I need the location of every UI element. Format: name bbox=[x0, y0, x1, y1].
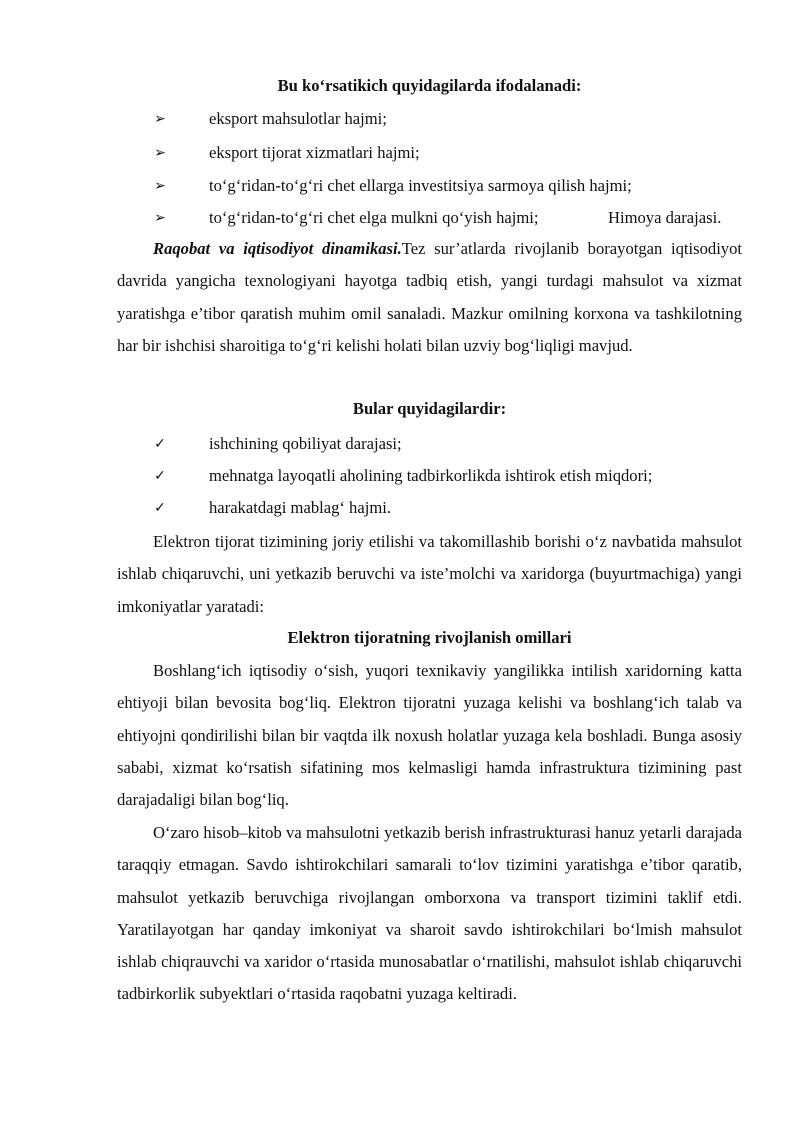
section-heading-factors: Bular quyidagilardir: bbox=[352, 399, 507, 418]
list-item bbox=[150, 497, 750, 519]
list-item bbox=[150, 433, 750, 455]
paragraph-lead: Raqobat va iqtisodiyot dinamikasi. bbox=[153, 239, 402, 258]
checkmark-bullet-icon: ✓ bbox=[154, 468, 166, 484]
list-item bbox=[150, 207, 750, 229]
list-item-text: eksport tijorat xizmatlari hajmi; bbox=[209, 143, 420, 162]
list-item-text: mehnatga layoqatli aholining tadbirkorlikda ishtirok etish miqdori; bbox=[209, 466, 653, 485]
section-heading-indicators: Bu ko‘rsatikich quyidagilarda ifodalanadi: bbox=[277, 76, 582, 95]
list-item-text: eksport mahsulotlar hajmi; bbox=[209, 109, 387, 128]
list-item bbox=[150, 142, 750, 164]
list-item-text: to‘g‘ridan-to‘g‘ri chet ellarga investitsiya sarmoya qilish hajmi; bbox=[209, 176, 632, 195]
list-item bbox=[150, 465, 750, 487]
arrow-bullet-icon: ➢ bbox=[154, 145, 166, 161]
arrow-bullet-icon: ➢ bbox=[154, 178, 166, 194]
paragraph-ecommerce-intro: Elektron tijorat tizimining joriy etilishi va takomillashib borishi o‘z navbatida mahsulot ishlab chiqaruvchi, uni yetkazib beruvchi va iste’molchi va xaridorga (buyurtmachiga) yangi imkoniyatlar yaratadi: bbox=[117, 532, 742, 616]
list-item-text: ishchining qobiliyat darajasi; bbox=[209, 434, 402, 453]
checkmark-bullet-icon: ✓ bbox=[154, 436, 166, 452]
list-item bbox=[150, 108, 750, 130]
arrow-bullet-icon: ➢ bbox=[154, 111, 166, 127]
paragraph-infrastructure: O‘zaro hisob–kitob va mahsulotni yetkazib berish infrastrukturasi hanuz yetarli darajada taraqqiy etmagan. Savdo ishtirokchilari samarali to‘lov tizimini yaratishga e’tibor qaratib, mahsulot yetkazib beruvchiga rivojlangan omborxona va transport tizimini taklif etdi. Yaratilayotgan har qanday imkoniyat va sharoit savdo ishtirokchilari bo‘lmish mahsulot ishlab chiqrauvchi va xaridor o‘rtasida munosabatlar o‘rnatilishi, mahsulot ishlab chiqaruvchi tadbirkorlik subyektlari o‘rtasida raqobatni yuzaga keltiradi. bbox=[117, 823, 742, 1004]
section-heading-ecommerce-factors: Elektron tijoratning rivojlanish omillari bbox=[287, 628, 572, 647]
paragraph-initial-growth: Boshlang‘ich iqtisodiy o‘sish, yuqori texnikaviy yangilikka intilish xaridorning katta ehtiyoji bilan bevosita bog‘liq. Elektron tijoratni yuzaga kelishi va boshlang‘ich talab va ehtiyojni qondirilishi bilan bir vaqtda ilk noxush holatlar yuzaga kela boshladi. Bunga asosiy sababi, xizmat ko‘rsatish sifatining mos kelmasligi hamda infrastruktura tizimining past darajadaligi bilan bog‘liq. bbox=[117, 661, 742, 810]
list-item-text: to‘g‘ridan-to‘g‘ri chet elga mulkni qo‘yish hajmi; bbox=[209, 208, 539, 227]
checkmark-bullet-icon: ✓ bbox=[154, 500, 166, 516]
list-item bbox=[150, 175, 750, 197]
paragraph-body: Tez sur’atlarda rivojlanib borayotgan iqtisodiyot davrida yangicha texnologiyani hayotga tadbiq etish, yangi turdagi mahsulot va xizmat yaratishga e’tibor qaratish muhim omil sanaladi. Mazkur omilning korxona va tashkilotning har bir ishchisi sharoitiga to‘g‘ri kelishi holati bilan uzviy bog‘liqligi mavjud. bbox=[117, 239, 743, 355]
list-item-trailing-text: Himoya darajasi. bbox=[608, 208, 722, 227]
list-item-text: harakatdagi mablag‘ hajmi. bbox=[209, 498, 391, 517]
arrow-bullet-icon: ➢ bbox=[154, 210, 166, 226]
paragraph-competition bbox=[117, 233, 742, 362]
